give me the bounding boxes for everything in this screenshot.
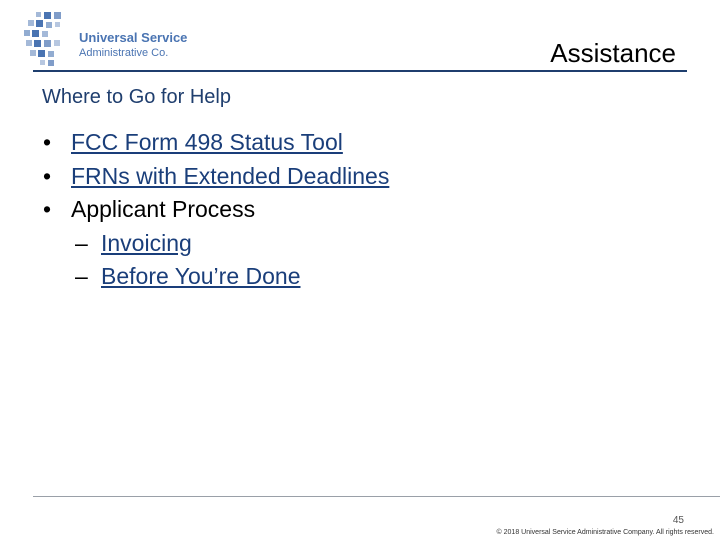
invoicing-link[interactable]: Invoicing [101, 229, 192, 256]
fcc-form-498-status-tool-link[interactable]: FCC Form 498 Status Tool [71, 129, 343, 155]
list-item [43, 193, 389, 227]
frns-extended-deadlines-link[interactable]: FRNs with Extended Deadlines [71, 162, 390, 189]
list-item [43, 126, 389, 160]
dash-bullet-icon: – [75, 229, 88, 256]
copyright-notice: © 2018 Universal Service Administrative Company. All rights reserved. [496, 529, 714, 536]
logo-name-line2: Administrative Co. [79, 47, 169, 59]
page-number: 45 [672, 515, 684, 526]
list-item [43, 160, 389, 194]
slide-subtitle: Where to Go for Help [42, 86, 231, 108]
logo-name-line1: Universal Service [79, 30, 188, 45]
bullet-dot-icon: • [43, 196, 52, 222]
usac-logo-mark-icon [22, 10, 74, 70]
footer-divider [33, 496, 720, 497]
bullet-dot-icon: • [43, 129, 52, 155]
before-youre-done-link[interactable]: Before You’re Done [101, 263, 301, 289]
slide-title: Assistance [550, 38, 676, 68]
title-divider [33, 70, 687, 72]
bullet-list [43, 126, 389, 294]
sub-list-item [43, 227, 389, 261]
usac-logo [22, 10, 202, 70]
sub-list-item [43, 260, 389, 294]
dash-bullet-icon: – [75, 263, 88, 289]
applicant-process-label: Applicant Process [71, 196, 256, 222]
bullet-dot-icon: • [43, 162, 52, 189]
